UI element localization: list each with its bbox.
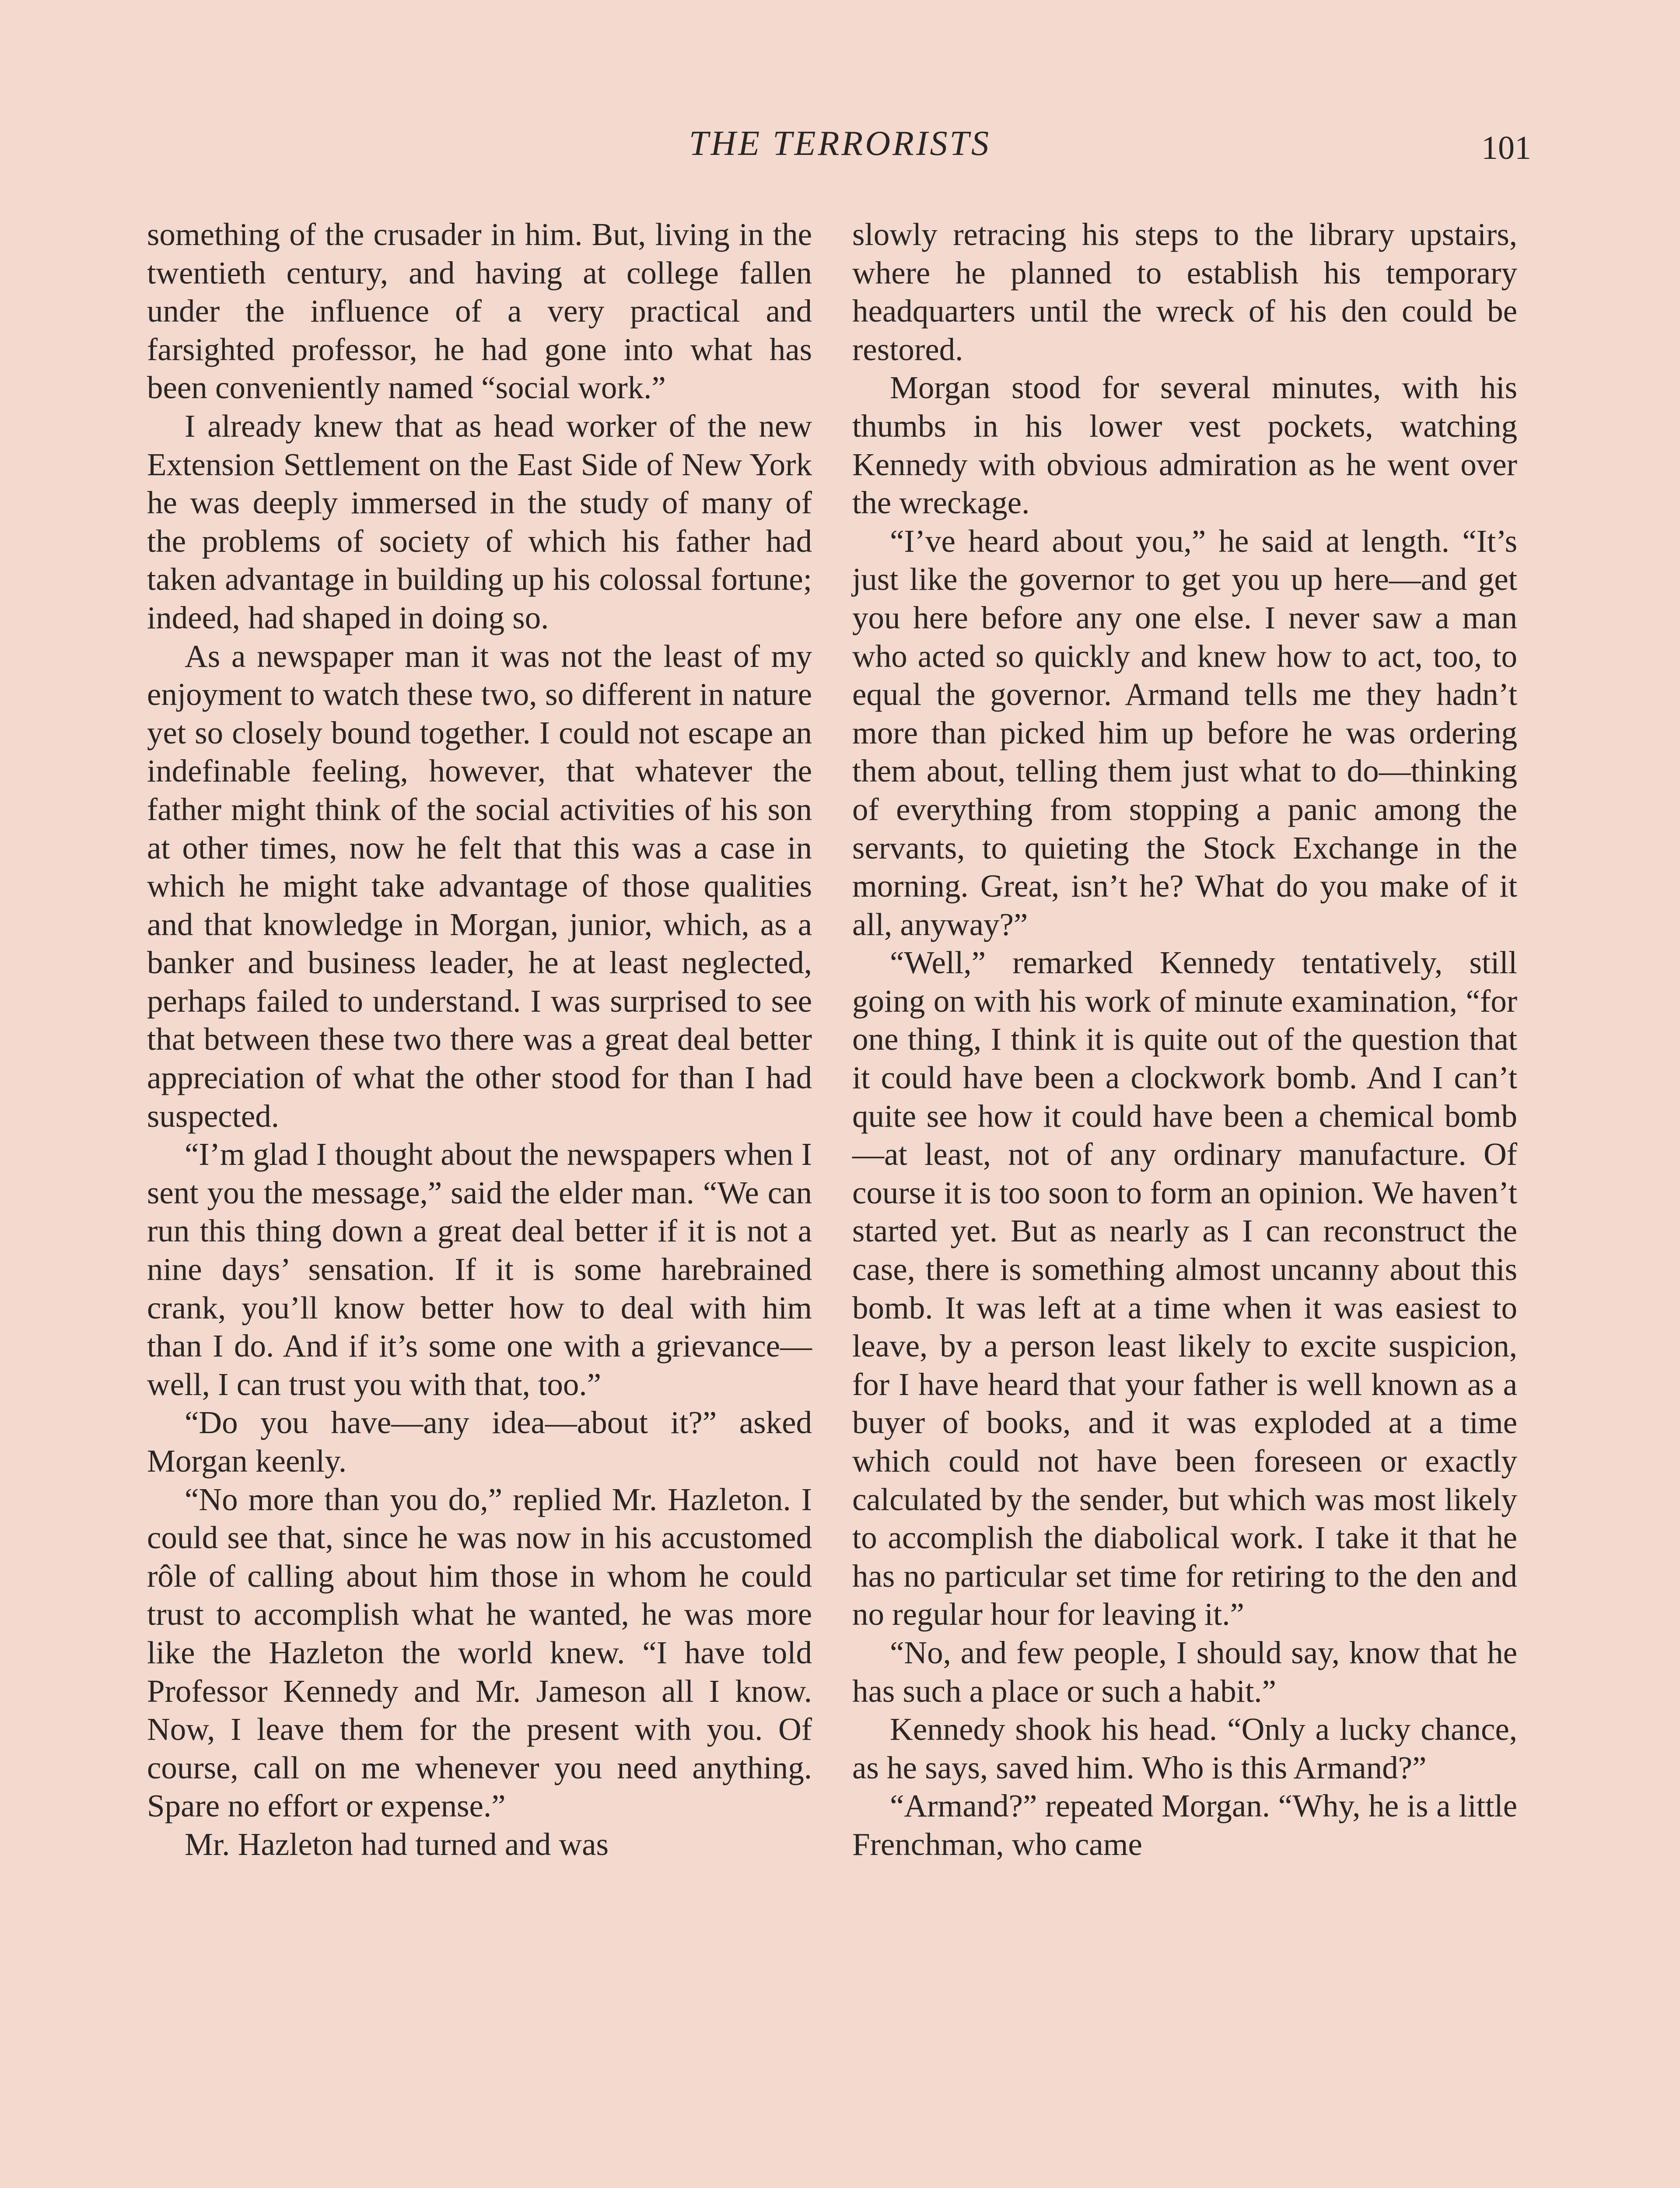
paragraph: “Well,” remarked Kennedy tentatively, still going on with his work of minute examination, “for one thing, I think it is quite out of the question that it could have been a clockwork bomb. And I can’t quite see how it could have been a chemical bomb—at least, not of any ordinary manufacture. Of course it is too soon to form an opinion. We haven’t started yet. But as nearly as I can reconstruct the case, there is something almost uncanny about this bomb. It was left at a time when it was easiest to leave, by a person least likely to excite suspicion, for I have heard that your father is well known as a buyer of books, and it was exploded at a time which could not have been foreseen or exactly calculated by the sender, but which was most likely to accomplish the diabolical work. I take it that he has no particular set time for retiring to the den and no regular hour for leaving it.” xyxy=(852,945,1517,1632)
paragraph: Mr. Hazleton had turned and was xyxy=(185,1826,609,1862)
paragraph: “I’ve heard about you,” he said at length. “It’s just like the governor to get you up here—and get you here before any one else. I never saw a man who acted so quickly and knew how to act, too, to equal the governor. Armand tells me they hadn’t more than picked him up before he was ordering them about, telling them just what to do—thinking of everything from stopping a panic among the servants, to quieting the Stock Exchange in the morning. Great, isn’t he? What do you make of it all, anyway?” xyxy=(852,523,1517,942)
left-column xyxy=(147,215,812,1864)
paragraph: something of the crusader in him. But, living in the twentieth century, and having at college fallen under the influence of a very practical and farsighted professor, he had gone into what has been conveniently named “social work.” xyxy=(147,217,812,406)
paragraph: I already knew that as head worker of the new Extension Settlement on the East Side of New York he was deeply immersed in the study of many of the problems of society of which his father had taken advantage in building up his colossal fortune; indeed, had shaped in doing so. xyxy=(147,408,812,635)
page-number: 101 xyxy=(1481,130,1531,166)
paragraph: “Do you have—any idea—about it?” asked Morgan keenly. xyxy=(147,1405,812,1479)
paragraph: slowly retracing his steps to the library upstairs, where he planned to establish his temporary headquarters until the wreck of his den could be restored. xyxy=(852,217,1517,367)
paragraph: “Armand?” repeated Morgan. “Why, he is a little Frenchman, who came xyxy=(852,1788,1517,1862)
right-column xyxy=(852,215,1517,1864)
running-head-title: THE TERRORISTS xyxy=(689,124,991,163)
paragraph: “I’m glad I thought about the newspapers when I sent you the message,” said the elder man. “We can run this thing down a great deal better if it is not a nine days’ sensation. If it is some harebrained crank, you’ll know better how to deal with him than I do. And if it’s some one with a grievance—well, I can trust you with that, too.” xyxy=(147,1136,812,1402)
paragraph: Morgan stood for several minutes, with his thumbs in his lower vest pockets, watching Kennedy with obvious admiration as he went over the wreckage. xyxy=(852,370,1517,521)
paragraph: As a newspaper man it was not the least of my enjoyment to watch these two, so different in nature yet so closely bound together. I could not escape an indefinable feeling, however, that whatever the father might think of the social activities of his son at other times, now he felt that this was a case in which he might take advantage of those qualities and that knowledge in Morgan, junior, which, as a banker and business leader, he at least neglected, perhaps failed to understand. I was surprised to see that between these two there was a great deal better appreciation of what the other stood for than I had suspected. xyxy=(147,638,812,1134)
paragraph: Kennedy shook his head. “Only a lucky chance, as he says, saved him. Who is this Armand?” xyxy=(852,1711,1517,1785)
paragraph: “No, and few people, I should say, know that he has such a place or such a habit.” xyxy=(852,1634,1517,1709)
paragraph: “No more than you do,” replied Mr. Hazleton. I could see that, since he was now in his accustomed rôle of calling about him those in whom he could trust to accomplish what he wanted, he was more like the Hazleton the world knew. “I have told Professor Kennedy and Mr. Jameson all I know. Now, I leave them for the present with you. Of course, call on me whenever you need anything. Spare no effort or expense.” xyxy=(147,1481,812,1824)
